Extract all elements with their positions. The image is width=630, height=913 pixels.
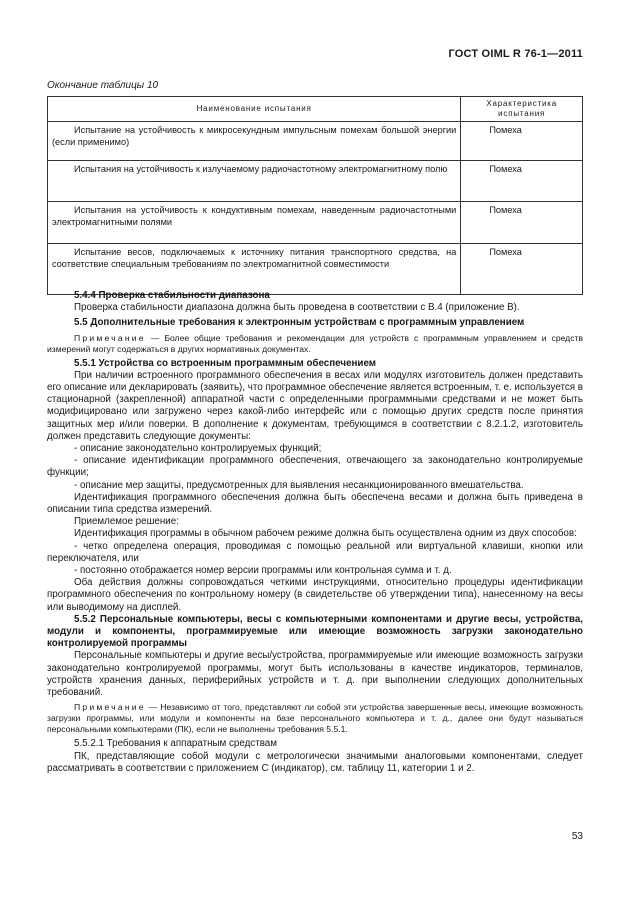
table-row (48, 161, 583, 202)
note (47, 333, 583, 355)
section-heading-5-5-1: 5.5.1 Устройства со встроенным программным обеспечением (74, 357, 377, 369)
paragraph: ПК, представляющие собой модули с метрологически значимыми аналоговыми компонентами, следует рассматривать в соответствии с приложением С (индикатор), см. таблицу 11, категории 1 и 2. (47, 750, 583, 774)
note (47, 702, 583, 735)
subsection-heading-5-5-2-1: 5.5.2.1 Требования к аппаратным средствам (74, 738, 277, 750)
table-header-row (48, 97, 583, 122)
paragraph: Идентификация программы в обычном рабочем режиме должна быть осуществлена одним из двух способов: (74, 528, 577, 540)
table-cell-test-name: Испытания на устойчивость к излучаемому радиочастотному электромагнитному полю (48, 161, 461, 202)
paragraph: Приемлемое решение: (74, 516, 179, 528)
paragraph: Проверка стабильности диапазона должна быть проведена в соответствии с В.4 (приложение В). (74, 302, 520, 314)
table-cell-characteristic: Помеха (461, 122, 583, 161)
section-heading-5-5: 5.5 Дополнительные требования к электронным устройствам с программным управлением (74, 317, 525, 329)
note-text: — Более общие требования и рекомендации для устройств с программным управлением и средств измерений могут содержаться в других нормативных документах. (47, 332, 583, 354)
table-cell-test-name: Испытание на устойчивость к микросекундным импульсным помехам большой энергии (если применимо) (48, 122, 461, 161)
list-item: - описание мер защиты, предусмотренных для выявления несанкционированного вмешательства. (74, 479, 524, 491)
section-heading-5-4-4: 5.4.4 Проверка стабильности диапазона (74, 290, 270, 301)
column-header-name: Наименование испытания (48, 97, 461, 122)
column-header-characteristic-text: Характеристика испытания (486, 99, 557, 118)
paragraph: Персональные компьютеры и другие весы/устройства, программируемые или имеющие возможность загрузки законодательно контролируемой программы, могут быть использованы в качестве индикаторов, терминалов, устройств хранения данных, периферийных устройств и т. д. при выполнении следующих дополнительных требований. (47, 650, 583, 699)
table-caption: Окончание таблицы 10 (47, 80, 159, 91)
page-number: 53 (571, 831, 583, 842)
list-item: - описание идентификации программного обеспечения, отвечающего за законодательно контролируемые функции; (47, 455, 583, 479)
table-cell-test-name: Испытания на устойчивость к кондуктивным помехам, наведенным радиочастотными электромагнитными полями (48, 202, 461, 244)
test-table (47, 96, 583, 295)
note-label: Примечание (74, 702, 146, 713)
document-standard-id: ГОСТ OIML R 76-1—2011 (448, 48, 583, 60)
list-item: - четко определена операция, проводимая с помощью реальной или виртуальной клавиши, кнопки или переключателя, или (47, 540, 583, 564)
paragraph: Оба действия должны сопровождаться четкими инструкциями, относительно процедуры идентификации программного обеспечения по контрольному номеру (в свидетельстве об утверждении типа), нанесенному на весы или выводимому на дисплей. (47, 577, 583, 613)
table-cell-test-name: Испытание весов, подключаемых к источнику питания транспортного средства, на соответствие специальным требованиям по электромагнитной совместимости (48, 244, 461, 295)
paragraph: Идентификация программного обеспечения должна быть обеспечена весами и должна быть приведена в описании типа средства измерений. (47, 491, 583, 516)
table-cell-characteristic: Помеха (461, 161, 583, 202)
table-cell-characteristic: Помеха (461, 202, 583, 244)
table-cell-characteristic: Помеха (461, 244, 583, 295)
list-item: - постоянно отображается номер версии программы или контрольная сумма и т. д. (74, 565, 452, 577)
note-label: Примечание (74, 332, 146, 343)
table-row (48, 244, 583, 295)
paragraph: При наличии встроенного программного обеспечения в весах или модулях изготовитель должен представить его описание или декларировать (заявить), что программное обеспечение является встроенным, т. е. используется в стационарной (закрепленной) аппаратной части с определенными программными средствами и не может быть модифицировано или загружено через какой-либо интерфейс или с помощью других средств после принятия защитных мер и/или поверки. В дополнение к документам, требующимся в соответствии с 8.2.1.2, изготовитель должен представить следующие документы: (47, 369, 583, 442)
section-heading-5-5-2: 5.5.2 Персональные компьютеры, весы с компьютерными компонентами и другие весы, устройства, модули и компоненты, программируемые или имеющие возможность загрузки законодательно контролируемой программы (47, 613, 583, 650)
note-text: — Независимо от того, представляют ли собой эти устройства завершенные весы, имеющие возможность загрузки программы, или модули и компоненты на базе персонального компьютера и т. д., далее они будут называться персональными компьютерами (ПК), если не выполнены требования 5.5.1. (47, 702, 583, 735)
list-item: - описание законодательно контролируемых функций; (74, 443, 322, 455)
table-row (48, 122, 583, 161)
column-header-characteristic (461, 97, 583, 122)
document-body (47, 290, 583, 775)
table-row (48, 202, 583, 244)
